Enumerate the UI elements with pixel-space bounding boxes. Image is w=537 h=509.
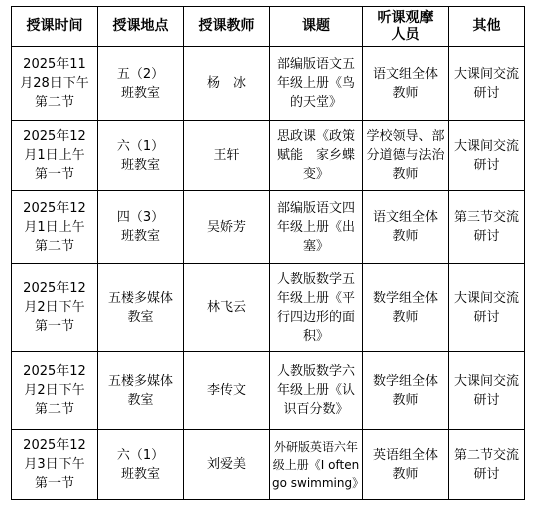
- cell-time: 2025年11月28日下午第二节: [12, 47, 98, 121]
- cell-teacher: 王轩: [184, 121, 270, 191]
- header-time: 授课时间: [12, 7, 98, 47]
- cell-other: 大课间交流研讨: [449, 264, 525, 352]
- table-row: [12, 191, 525, 264]
- table-row: [12, 430, 525, 500]
- cell-place: 五（2）班教室: [98, 47, 184, 121]
- cell-audience: 英语组全体教师: [363, 430, 449, 500]
- cell-other: 大课间交流研讨: [449, 121, 525, 191]
- table-row: [12, 352, 525, 430]
- cell-time: 2025年12月1日上午第二节: [12, 191, 98, 264]
- cell-audience: 语文组全体教师: [363, 191, 449, 264]
- cell-teacher: 吴娇芳: [184, 191, 270, 264]
- cell-audience: 数学组全体教师: [363, 352, 449, 430]
- table-row: [12, 264, 525, 352]
- cell-audience: 学校领导、部分道德与法治教师: [363, 121, 449, 191]
- cell-time: 2025年12月3日下午第一节: [12, 430, 98, 500]
- cell-topic: 部编版语文四年级上册《出塞》: [270, 191, 363, 264]
- cell-place: 五楼多媒体教室: [98, 352, 184, 430]
- cell-other: 第三节交流研讨: [449, 191, 525, 264]
- header-teacher: 授课教师: [184, 7, 270, 47]
- header-topic: 课题: [270, 7, 363, 47]
- cell-audience: 数学组全体教师: [363, 264, 449, 352]
- cell-topic: 人教版数学六年级上册《认识百分数》: [270, 352, 363, 430]
- cell-teacher: 李传文: [184, 352, 270, 430]
- cell-audience: 语文组全体教师: [363, 47, 449, 121]
- cell-place: 六（1）班教室: [98, 430, 184, 500]
- table-header-row: [12, 7, 525, 47]
- cell-teacher: 刘爱美: [184, 430, 270, 500]
- cell-place: 四（3）班教室: [98, 191, 184, 264]
- cell-teacher: 林飞云: [184, 264, 270, 352]
- cell-time: 2025年12月2日下午第一节: [12, 264, 98, 352]
- table-row: [12, 47, 525, 121]
- cell-topic: 部编版语文五年级上册《鸟的天堂》: [270, 47, 363, 121]
- cell-topic: 人教版数学五年级上册《平行四边形的面积》: [270, 264, 363, 352]
- lecture-schedule-table: [11, 6, 525, 500]
- cell-time: 2025年12月1日上午第一节: [12, 121, 98, 191]
- cell-other: 第二节交流研讨: [449, 430, 525, 500]
- table-row: [12, 121, 525, 191]
- cell-other: 大课间交流研讨: [449, 352, 525, 430]
- cell-topic: 思政课《政策赋能 家乡蝶变》: [270, 121, 363, 191]
- header-audience: 听课观摩人员: [363, 7, 449, 47]
- header-place: 授课地点: [98, 7, 184, 47]
- cell-place: 六（1）班教室: [98, 121, 184, 191]
- cell-time: 2025年12月2日下午第二节: [12, 352, 98, 430]
- cell-teacher: 杨 冰: [184, 47, 270, 121]
- cell-topic: 外研版英语六年级上册《I often go swimming》: [270, 430, 363, 500]
- cell-other: 大课间交流研讨: [449, 47, 525, 121]
- cell-place: 五楼多媒体教室: [98, 264, 184, 352]
- header-other: 其他: [449, 7, 525, 47]
